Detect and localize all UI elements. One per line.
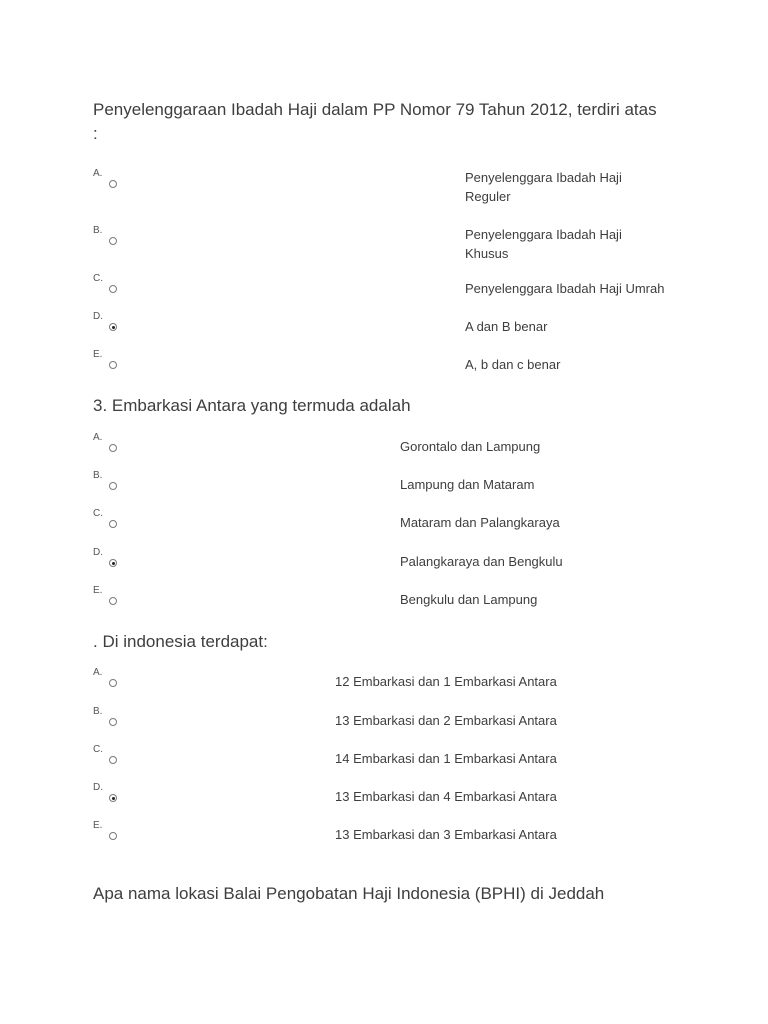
option-text: A, b dan c benar [465, 357, 561, 372]
option-text: 14 Embarkasi dan 1 Embarkasi Antara [335, 751, 557, 766]
question-3-option-d[interactable] [93, 782, 708, 822]
option-letter: E. [93, 820, 103, 831]
radio-button[interactable] [109, 285, 117, 293]
question-3-option-c[interactable] [93, 744, 708, 784]
option-letter: C. [93, 508, 103, 519]
question-3-option-a[interactable] [93, 667, 708, 707]
option-text: A dan B benar [465, 319, 548, 334]
option-text: Lampung dan Mataram [400, 477, 535, 492]
option-text: 13 Embarkasi dan 3 Embarkasi Antara [335, 827, 557, 842]
option-text: Gorontalo dan Lampung [400, 439, 541, 454]
question-2-option-a[interactable] [93, 432, 708, 472]
option-letter: B. [93, 706, 103, 717]
option-text: 13 Embarkasi dan 2 Embarkasi Antara [335, 713, 557, 728]
question-4-title: Apa nama lokasi Balai Pengobatan Haji Indonesia (BPHI) di Jeddah [93, 884, 605, 903]
radio-button-selected[interactable] [109, 559, 117, 567]
question-1-title: Penyelenggaraan Ibadah Haji dalam PP Nomor 79 Tahun 2012, terdiri atas : [93, 100, 657, 143]
option-text: 12 Embarkasi dan 1 Embarkasi Antara [335, 674, 557, 689]
option-letter: D. [93, 311, 103, 322]
radio-button[interactable] [109, 597, 117, 605]
option-letter: E. [93, 349, 103, 360]
option-text: Mataram dan Palangkaraya [400, 515, 560, 530]
question-2-title: 3. Embarkasi Antara yang termuda adalah [93, 396, 411, 415]
option-letter: A. [93, 667, 103, 678]
option-letter: B. [93, 470, 103, 481]
question-2-option-c[interactable] [93, 508, 708, 548]
radio-button[interactable] [109, 361, 117, 369]
radio-button[interactable] [109, 520, 117, 528]
question-1-option-c[interactable] [93, 273, 708, 313]
option-letter: E. [93, 585, 103, 596]
option-text: Penyelenggara Ibadah Haji Umrah [465, 281, 665, 296]
option-text: Penyelenggara Ibadah Haji Khusus [465, 227, 622, 261]
question-1-option-b[interactable] [93, 225, 708, 265]
question-3-option-b[interactable] [93, 706, 708, 746]
option-letter: B. [93, 225, 103, 236]
radio-button[interactable] [109, 180, 117, 188]
option-text: 13 Embarkasi dan 4 Embarkasi Antara [335, 789, 557, 804]
radio-button[interactable] [109, 444, 117, 452]
option-letter: C. [93, 744, 103, 755]
option-letter: A. [93, 168, 103, 179]
radio-button-selected[interactable] [109, 794, 117, 802]
question-1-option-e[interactable] [93, 349, 708, 389]
radio-button[interactable] [109, 832, 117, 840]
option-text: Bengkulu dan Lampung [400, 592, 538, 607]
radio-button[interactable] [109, 718, 117, 726]
question-2-option-e[interactable] [93, 585, 708, 625]
question-3-option-e[interactable] [93, 820, 708, 860]
question-1-option-d[interactable] [93, 311, 708, 351]
question-3-title: . Di indonesia terdapat: [93, 632, 268, 651]
radio-button[interactable] [109, 237, 117, 245]
option-text: Penyelenggara Ibadah Haji Reguler [465, 170, 622, 204]
radio-button[interactable] [109, 482, 117, 490]
radio-button[interactable] [109, 679, 117, 687]
question-1-option-a[interactable] [93, 168, 708, 208]
radio-button[interactable] [109, 756, 117, 764]
question-2-option-d[interactable] [93, 547, 708, 587]
option-letter: D. [93, 547, 103, 558]
radio-button-selected[interactable] [109, 323, 117, 331]
question-2-option-b[interactable] [93, 470, 708, 510]
option-letter: D. [93, 782, 103, 793]
option-letter: A. [93, 432, 103, 443]
option-text: Palangkaraya dan Bengkulu [400, 554, 563, 569]
option-letter: C. [93, 273, 103, 284]
